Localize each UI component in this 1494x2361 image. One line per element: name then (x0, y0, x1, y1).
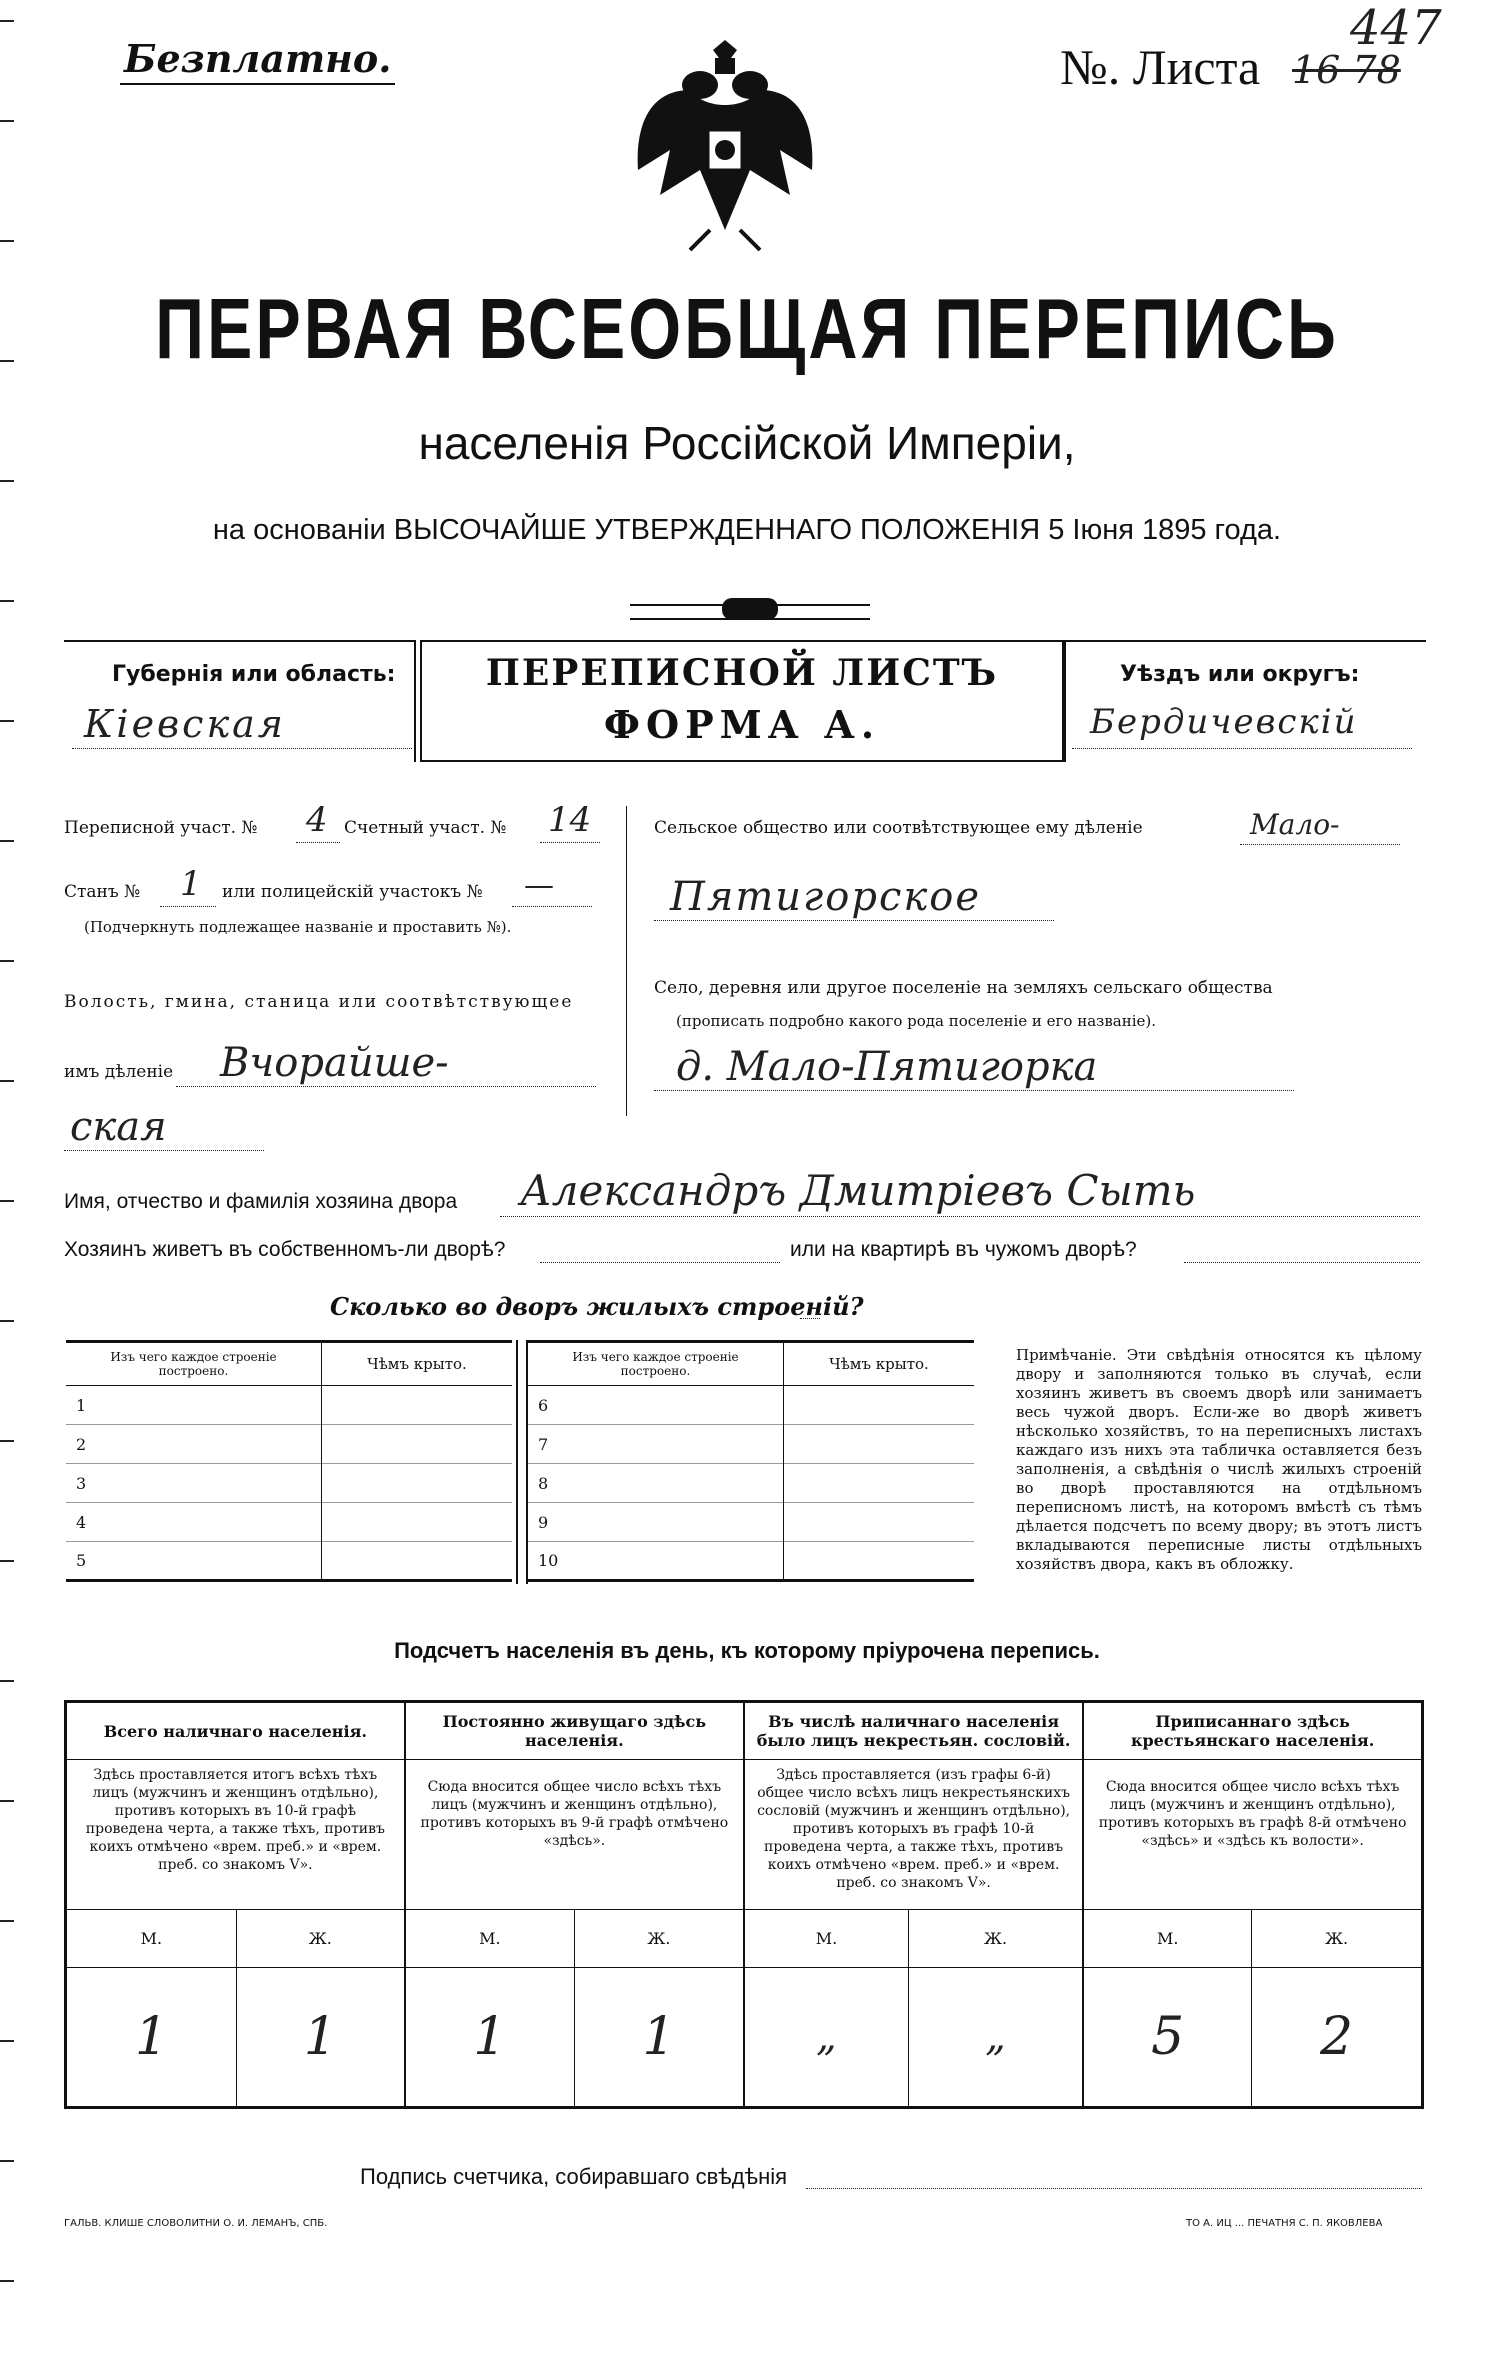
volost-label: Волость, гмина, станица или соотвѣтствующее (64, 992, 574, 1012)
own-yard-line (540, 1262, 780, 1263)
uchastok-label: Переписной участ. № (64, 818, 258, 838)
gubernia-line (72, 748, 412, 749)
tally-permanent-male[interactable]: 1 (405, 1968, 575, 2108)
tally-head-ascribed: Приписаннаго здѣсь крестьянскаго населенія. (1130, 1712, 1375, 1750)
tally-desc-total: Здѣсь проставляется итогъ всѣхъ тѣхъ лицъ (мужчинъ и женщинъ отдѣльно), противъ которыхъ въ 10-й графѣ проведена черта, а также тѣхъ, противъ коихъ отмѣчено «врем. преб.» и «врем. преб. со знакомъ V». (66, 1760, 405, 1910)
roof-cell[interactable] (784, 1464, 975, 1503)
society-label: Сельское общество или соотвѣтствующее ему дѣленіе (654, 818, 1143, 838)
police-label: или полицейскій участокъ № (222, 882, 483, 902)
owner-name-value[interactable]: Александръ Дмитріевъ Сыть (520, 1166, 1196, 1215)
tally-head-total: Всего наличнаго населенія. (66, 1702, 405, 1760)
building-row-label: 4 (66, 1503, 322, 1542)
village-line (654, 1090, 1294, 1091)
tally-desc-noncrestian: Здѣсь проставляется (изъ графы 6-й) общее число всѣхъ лицъ некрестьянскихъ сословій (мужчинъ и женщинъ отдѣльно), противъ которыхъ въ графѣ 10-й проведена черта, а также тѣхъ, противъ коихъ отмѣчено «врем. преб.» и «врем. преб. со знакомъ V». (744, 1760, 1083, 1910)
female-header: Ж. (236, 1910, 404, 1968)
uchastok-line (296, 842, 340, 843)
roof-cell[interactable] (322, 1425, 513, 1464)
roof-cell[interactable] (784, 1503, 975, 1542)
basis-line: на основаніи ВЫСОЧАЙШЕ УТВЕРЖДЕННАГО ПОЛОЖЕНІЯ 5 Іюня 1895 года. (212, 514, 1282, 546)
gubernia-label: Губернія или область: (112, 662, 396, 687)
female-header: Ж. (1325, 1929, 1349, 1948)
roof-cell[interactable] (322, 1464, 513, 1503)
table-double-divider (516, 1340, 528, 1584)
own-yard-label: Хозяинъ живетъ въ собственномъ-ли дворѣ? (64, 1238, 506, 1261)
ornament-center (722, 598, 778, 620)
roof-cell[interactable] (322, 1386, 513, 1425)
uezd-label: Уѣздъ или округъ: (1120, 662, 1360, 687)
volost-value[interactable]: Вчорайше- (220, 1040, 449, 1086)
female-header: Ж. (574, 1910, 744, 1968)
free-label: Безплатно. (120, 36, 395, 85)
uezd-box (1064, 640, 1426, 762)
tally-ascribed-male[interactable]: 5 (1083, 1968, 1251, 2108)
archive-number: 447 (1350, 0, 1442, 56)
schetny-value[interactable]: 14 (548, 800, 592, 840)
gubernia-value[interactable]: Кіевская (84, 702, 286, 746)
volost-line-2 (64, 1150, 264, 1151)
buildings-table-right (528, 1340, 974, 1582)
roof-cell[interactable] (322, 1542, 513, 1581)
schetny-label: Счетный участ. № (344, 818, 507, 838)
village-label: Село, деревня или другое поселеніе на земляхъ сельскаго общества (654, 978, 1273, 998)
tally-ascribed-female[interactable]: 2 (1320, 2007, 1354, 2067)
buildings-question-line (800, 1318, 820, 1319)
sheet-number-value: 16 78 (1292, 48, 1401, 92)
roof-cell[interactable] (784, 1425, 975, 1464)
police-value[interactable]: — (524, 868, 554, 903)
tally-table (64, 1700, 1424, 2109)
subtitle: населенія Россійской Имперіи, (418, 417, 1076, 469)
uezd-value[interactable]: Бердичевскій (1090, 702, 1358, 742)
village-note: (прописать подробно какого рода поселеніе и его названіе). (676, 1012, 1156, 1030)
printer-left: ГАЛЬВ. КЛИШЕ СЛОВОЛИТНИ О. И. ЛЕМАНЪ, СПБ. (64, 2218, 328, 2229)
society-line (1240, 844, 1400, 845)
tally-title: Подсчетъ населенія въ день, къ которому пріурочена перепись. (394, 1638, 1100, 1663)
building-row-label: 7 (528, 1425, 784, 1464)
volost-value-2[interactable]: ская (70, 1104, 167, 1150)
signature-line (806, 2188, 1422, 2189)
building-row-label: 6 (528, 1386, 784, 1425)
building-row-label: 8 (528, 1464, 784, 1503)
society-value[interactable]: Мало- (1250, 808, 1340, 841)
stan-value[interactable]: 1 (180, 864, 202, 904)
roof-cell[interactable] (322, 1503, 513, 1542)
uchastok-value[interactable]: 4 (306, 800, 328, 840)
buildings-table-left (66, 1340, 512, 1582)
schetny-line (540, 842, 600, 843)
buildings-question: Сколько во дворъ жилыхъ строеній? (330, 1292, 864, 1321)
building-row-label: 2 (66, 1425, 322, 1464)
col-roof: Чѣмъ крыто. (367, 1355, 467, 1373)
male-header: М. (1083, 1910, 1251, 1968)
tally-desc-ascribed: Сюда вносится общее число всѣхъ тѣхъ лицъ (мужчинъ и женщинъ отдѣльно), противъ которыхъ въ графѣ 8-й отмѣчено «здѣсь» и «здѣсь къ волости». (1098, 1779, 1407, 1849)
form-title: ПЕРЕПИСНОЙ ЛИСТЪ (485, 652, 999, 694)
society-line-2 (654, 920, 1054, 921)
tally-total-male[interactable]: 1 (66, 1968, 237, 2108)
col-roof: Чѣмъ крыто. (829, 1355, 929, 1373)
col-material: Изъ чего каждое строеніе построено. (528, 1342, 784, 1386)
building-row-label: 1 (66, 1386, 322, 1425)
female-header: Ж. (908, 1910, 1083, 1968)
volost-label-2: имъ дѣленіе (64, 1062, 174, 1082)
tally-noncrestian-male[interactable]: „ (744, 1968, 908, 2108)
tally-noncrestian-female[interactable]: „ (908, 1968, 1083, 2108)
tally-total-female[interactable]: 1 (236, 1968, 404, 2108)
roof-cell[interactable] (784, 1542, 975, 1581)
buildings-note: Примѣчаніе. Эти свѣдѣнія относятся къ цѣлому двору и заполняются только въ случаѣ, если хозяинъ живетъ въ своемъ дворѣ или занимаетъ весь чужой дворъ. Если-же во дворѣ живетъ нѣсколько хозяйствъ, то на переписныхъ листахъ каждаго изъ нихъ эта табличка оставляется безъ заполненія, а свѣдѣнія о числѣ жилыхъ строеній во дворѣ проставляются на отдѣльномъ переписномъ листѣ, на которомъ вмѣстѣ съ тѣмъ дѣлается подсчетъ по всему двору; въ этотъ листъ вкладываются переписные листы отдѣльныхъ хозяйствъ двора, какъ въ обложку. (1016, 1346, 1422, 1573)
roof-cell[interactable] (784, 1386, 975, 1425)
owner-name-label: Имя, отчество и фамилія хозяина двора (64, 1190, 458, 1213)
male-header: М. (744, 1910, 908, 1968)
rent-yard-line (1184, 1262, 1420, 1263)
village-value[interactable]: д. Мало-Пятигорка (676, 1044, 1098, 1090)
building-row-label: 3 (66, 1464, 322, 1503)
building-row-label: 10 (528, 1542, 784, 1581)
male-header: М. (66, 1910, 237, 1968)
uezd-line (1072, 748, 1412, 749)
stan-line (160, 906, 216, 907)
owner-name-line (500, 1216, 1420, 1217)
col-material: Изъ чего каждое строеніе построено. (66, 1342, 322, 1386)
signature-label: Подпись счетчика, собиравшаго свѣдѣнія (360, 2164, 788, 2189)
volost-line (176, 1086, 596, 1087)
main-title: ПЕРВАЯ ВСЕОБЩАЯ ПЕРЕПИСЬ (155, 281, 1339, 377)
stan-label: Станъ № (64, 882, 141, 902)
building-row-label: 5 (66, 1542, 322, 1581)
tally-permanent-female[interactable]: 1 (574, 1968, 744, 2108)
tally-head-noncrestian: Въ числѣ наличнаго населенія было лицъ некрестьян. сословій. (744, 1702, 1083, 1760)
sheet-number-label: №. Листа (1060, 39, 1261, 95)
rent-yard-label: или на квартирѣ въ чужомъ дворѣ? (790, 1238, 1137, 1261)
printer-right: ТО А. ИЦ ... ПЕЧАТНЯ С. П. ЯКОВЛЕВА (1186, 2218, 1383, 2229)
male-header: М. (405, 1910, 575, 1968)
stan-note: (Подчеркнуть подлежащее названіе и проставить №). (84, 918, 512, 936)
police-line (512, 906, 592, 907)
form-subtitle: ФОРМА А. (603, 702, 881, 747)
coat-of-arms-icon (630, 30, 820, 260)
tally-desc-permanent: Сюда вносится общее число всѣхъ тѣхъ лицъ (мужчинъ и женщинъ отдѣльно), противъ которыхъ въ 9-й графѣ отмѣчено «здѣсь». (405, 1760, 744, 1910)
society-value-2[interactable]: Пятигорское (670, 874, 982, 920)
column-divider (626, 806, 627, 1116)
tally-head-permanent: Постоянно живущаго здѣсь населенія. (405, 1702, 744, 1760)
building-row-label: 9 (528, 1503, 784, 1542)
